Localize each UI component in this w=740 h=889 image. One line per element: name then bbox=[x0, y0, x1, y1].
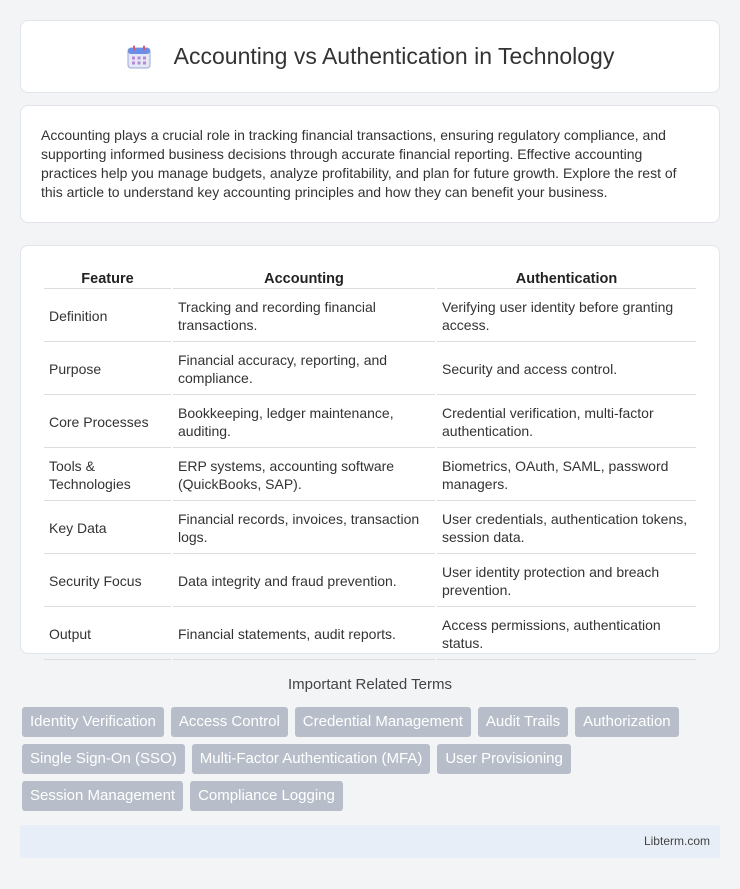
row-authentication: Security and access control. bbox=[437, 344, 696, 395]
row-accounting: Bookkeeping, ledger maintenance, auditing. bbox=[173, 397, 435, 448]
row-authentication: User identity protection and breach prevention. bbox=[437, 556, 696, 607]
calendar-icon bbox=[126, 44, 152, 70]
tag-credential-management[interactable]: Credential Management bbox=[295, 707, 471, 737]
row-accounting: Financial records, invoices, transaction logs. bbox=[173, 503, 435, 554]
tag-single-sign-on[interactable]: Single Sign-On (SSO) bbox=[22, 744, 185, 774]
table-row bbox=[44, 291, 696, 342]
tag-compliance-logging[interactable]: Compliance Logging bbox=[190, 781, 343, 811]
header-feature: Feature bbox=[44, 268, 171, 289]
row-accounting: ERP systems, accounting software (QuickBooks, SAP). bbox=[173, 450, 435, 501]
header-authentication: Authentication bbox=[437, 268, 696, 289]
intro-card bbox=[20, 105, 720, 223]
tag-identity-verification[interactable]: Identity Verification bbox=[22, 707, 164, 737]
row-accounting: Financial statements, audit reports. bbox=[173, 609, 435, 660]
row-accounting: Tracking and recording financial transactions. bbox=[173, 291, 435, 342]
row-authentication: Credential verification, multi-factor authentication. bbox=[437, 397, 696, 448]
table-row bbox=[44, 503, 696, 554]
tag-session-management[interactable]: Session Management bbox=[22, 781, 183, 811]
table-row bbox=[44, 397, 696, 448]
footer-site-link[interactable]: Libterm.com bbox=[643, 834, 710, 848]
row-authentication: Access permissions, authentication status. bbox=[437, 609, 696, 660]
table-row bbox=[44, 450, 696, 501]
row-feature: Key Data bbox=[44, 503, 171, 554]
tag-user-provisioning[interactable]: User Provisioning bbox=[437, 744, 571, 774]
row-feature: Purpose bbox=[44, 344, 171, 395]
row-feature: Core Processes bbox=[44, 397, 171, 448]
row-authentication: Biometrics, OAuth, SAML, password managers. bbox=[437, 450, 696, 501]
row-feature: Security Focus bbox=[44, 556, 171, 607]
row-accounting: Data integrity and fraud prevention. bbox=[173, 556, 435, 607]
comparison-table-card bbox=[20, 245, 720, 654]
table-header-row bbox=[44, 268, 696, 289]
table-row bbox=[44, 556, 696, 607]
title-card bbox=[20, 20, 720, 93]
table-row bbox=[44, 344, 696, 395]
tag-access-control[interactable]: Access Control bbox=[171, 707, 288, 737]
row-authentication: Verifying user identity before granting access. bbox=[437, 291, 696, 342]
table-row bbox=[44, 609, 696, 660]
row-accounting: Financial accuracy, reporting, and compliance. bbox=[173, 344, 435, 395]
footer bbox=[20, 825, 720, 858]
tag-audit-trails[interactable]: Audit Trails bbox=[478, 707, 568, 737]
row-feature: Tools & Technologies bbox=[44, 450, 171, 501]
row-feature: Definition bbox=[44, 291, 171, 342]
page-title: Accounting vs Authentication in Technology bbox=[173, 43, 615, 69]
row-feature: Output bbox=[44, 609, 171, 660]
header-accounting: Accounting bbox=[173, 268, 435, 289]
row-authentication: User credentials, authentication tokens, session data. bbox=[437, 503, 696, 554]
tag-authorization[interactable]: Authorization bbox=[575, 707, 679, 737]
intro-text: Accounting plays a crucial role in tracking financial transactions, ensuring regulatory compliance, and supporting informed business decisions through accurate financial reporting. Effective accounting practices help you manage budgets, analyze profitability, and plan for future growth. Explore the rest of this article to understand key accounting principles and how they can benefit your business. bbox=[41, 127, 677, 200]
tag-multi-factor-authentication[interactable]: Multi-Factor Authentication (MFA) bbox=[192, 744, 431, 774]
comparison-table bbox=[42, 266, 698, 662]
related-terms-title: Important Related Terms bbox=[288, 676, 452, 693]
related-terms-tags bbox=[22, 707, 722, 818]
